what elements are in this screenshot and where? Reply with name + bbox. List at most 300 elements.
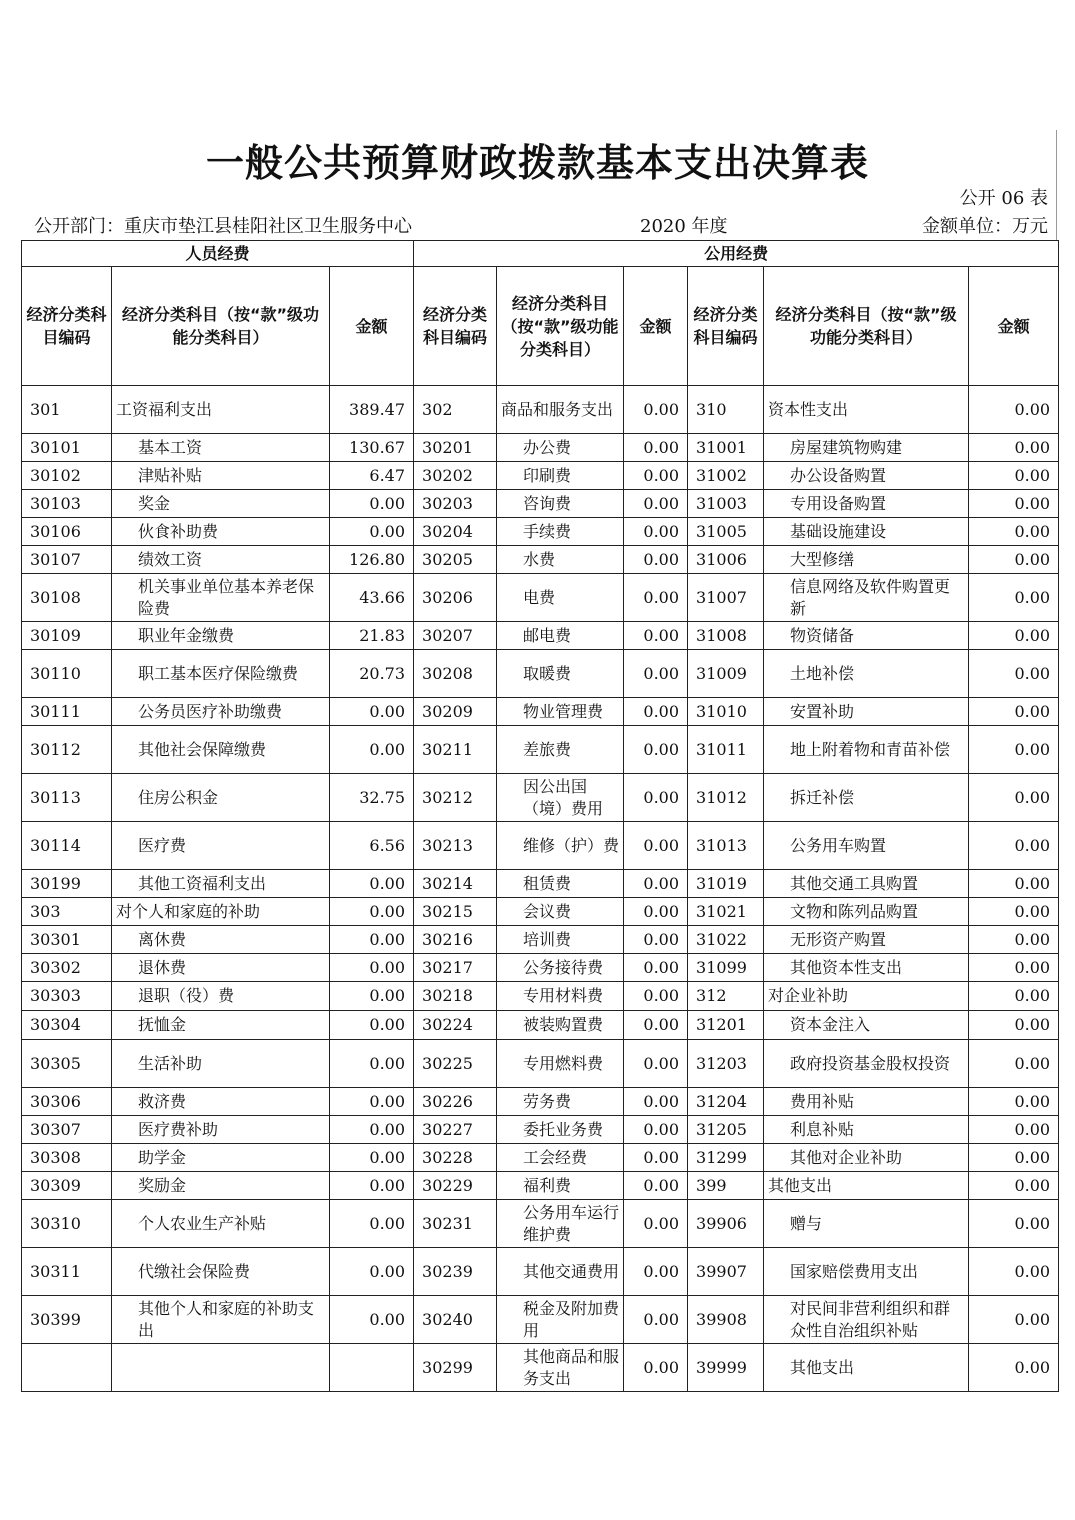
cell-amount: 0.00 [624,574,688,622]
cell-code: 31005 [688,518,764,546]
header-name: 经济分类科目（按“款”级功能分类科目） [764,267,969,386]
cell-name: 差旅费 [497,726,624,774]
cell-name: 劳务费 [497,1088,624,1116]
cell-code: 30228 [414,1144,497,1172]
cell-name: 离休费 [112,926,330,954]
cell-name: 政府投资基金股权投资 [764,1040,969,1088]
header-amount: 金额 [624,267,688,386]
cell-amount: 0.00 [624,1040,688,1088]
cell-name: 费用补贴 [764,1088,969,1116]
cell-code: 30204 [414,518,497,546]
cell-code: 30240 [414,1296,497,1344]
cell-name: 代缴社会保险费 [112,1248,330,1296]
cell-code: 30311 [22,1248,112,1296]
cell-code: 30110 [22,650,112,698]
table-row [22,650,1059,698]
cell-name: 工会经费 [497,1144,624,1172]
cell-code: 303 [22,898,112,926]
cell-code: 30227 [414,1116,497,1144]
cell-name: 公务用车运行维护费 [497,1200,624,1248]
cell-code: 30208 [414,650,497,698]
cell-name: 委托业务费 [497,1116,624,1144]
cell-name: 生活补助 [112,1040,330,1088]
cell-name: 物业管理费 [497,698,624,726]
cell-amount: 0.00 [624,1088,688,1116]
cell-name: 大型修缮 [764,546,969,574]
table-row [22,698,1059,726]
cell-code: 30303 [22,982,112,1011]
cell-code: 30107 [22,546,112,574]
cell-code: 30216 [414,926,497,954]
cell-name: 对个人和家庭的补助 [112,898,330,926]
cell-amount: 0.00 [624,1011,688,1040]
cell-amount: 0.00 [624,1344,688,1392]
cell-amount: 0.00 [969,954,1059,982]
cell-name: 办公费 [497,434,624,462]
cell-name: 地上附着物和青苗补偿 [764,726,969,774]
cell-amount: 0.00 [624,726,688,774]
cell-amount: 0.00 [969,1248,1059,1296]
cell-name: 退职（役）费 [112,982,330,1011]
cell-amount: 0.00 [969,462,1059,490]
cell-amount: 0.00 [330,870,414,898]
table-number: 公开 06 表 [959,188,1048,209]
cell-name: 助学金 [112,1144,330,1172]
header-amount: 金额 [969,267,1059,386]
cell-amount: 0.00 [969,490,1059,518]
cell-code: 30111 [22,698,112,726]
table-row [22,1248,1059,1296]
expenditure-table [21,240,1059,1392]
cell-amount [330,1344,414,1392]
cell-name: 其他商品和服务支出 [497,1344,624,1392]
cell-code: 30226 [414,1088,497,1116]
cell-code: 30211 [414,726,497,774]
cell-code: 31006 [688,546,764,574]
cell-code: 30205 [414,546,497,574]
cell-amount: 0.00 [624,462,688,490]
page-title: 一般公共预算财政拨款基本支出决算表 [205,141,869,185]
cell-code: 30108 [22,574,112,622]
department-label: 公开部门：重庆市垫江县桂阳社区卫生服务中心 [34,216,412,237]
cell-amount: 0.00 [330,926,414,954]
cell-name: 对民间非营利组织和群众性自治组织补贴 [764,1296,969,1344]
table-row [22,954,1059,982]
cell-code: 30305 [22,1040,112,1088]
cell-name: 赠与 [764,1200,969,1248]
cell-name: 基本工资 [112,434,330,462]
cell-code [22,1344,112,1392]
cell-code: 30106 [22,518,112,546]
cell-amount: 0.00 [330,1200,414,1248]
table-row [22,926,1059,954]
header-code: 经济分类科目编码 [22,267,112,386]
unit-label: 金额单位：万元 [922,216,1048,237]
cell-amount: 21.83 [330,622,414,650]
cell-amount: 0.00 [624,822,688,870]
cell-amount: 0.00 [969,870,1059,898]
cell-name: 印刷费 [497,462,624,490]
header-name: 经济分类科目（按“款”级功能分类科目） [112,267,330,386]
cell-name: 机关事业单位基本养老保险费 [112,574,330,622]
column-header-row [22,267,1059,386]
table-row [22,774,1059,822]
cell-name: 信息网络及软件购置更新 [764,574,969,622]
cell-name: 无形资产购置 [764,926,969,954]
cell-code: 30301 [22,926,112,954]
cell-amount: 0.00 [330,1172,414,1200]
cell-code: 31019 [688,870,764,898]
header-amount: 金额 [330,267,414,386]
cell-amount: 0.00 [330,954,414,982]
cell-amount: 0.00 [624,1296,688,1344]
cell-name: 商品和服务支出 [497,386,624,434]
cell-amount: 0.00 [969,434,1059,462]
cell-amount: 0.00 [624,386,688,434]
cell-code: 31007 [688,574,764,622]
cell-code: 31299 [688,1144,764,1172]
cell-code: 301 [22,386,112,434]
cell-name: 专用设备购置 [764,490,969,518]
cell-code: 399 [688,1172,764,1200]
table-row [22,870,1059,898]
cell-code: 30309 [22,1172,112,1200]
cell-amount: 0.00 [624,518,688,546]
cell-amount: 20.73 [330,650,414,698]
cell-name: 工资福利支出 [112,386,330,434]
cell-amount: 130.67 [330,434,414,462]
cell-name: 邮电费 [497,622,624,650]
cell-name: 个人农业生产补贴 [112,1200,330,1248]
cell-amount: 0.00 [330,698,414,726]
table-row [22,1344,1059,1392]
cell-amount: 0.00 [969,546,1059,574]
cell-code: 30224 [414,1011,497,1040]
cell-code: 31201 [688,1011,764,1040]
cell-name: 办公设备购置 [764,462,969,490]
cell-name: 房屋建筑物购建 [764,434,969,462]
table-row [22,386,1059,434]
cell-amount: 0.00 [330,726,414,774]
cell-name [112,1344,330,1392]
table-row [22,518,1059,546]
cell-name: 其他交通工具购置 [764,870,969,898]
cell-name: 取暖费 [497,650,624,698]
cell-code: 30112 [22,726,112,774]
cell-amount: 0.00 [330,1144,414,1172]
cell-code: 31003 [688,490,764,518]
cell-name: 利息补贴 [764,1116,969,1144]
cell-name: 其他工资福利支出 [112,870,330,898]
cell-code: 30207 [414,622,497,650]
cell-amount: 0.00 [624,434,688,462]
cell-code: 30206 [414,574,497,622]
cell-code: 31203 [688,1040,764,1088]
table-row [22,1040,1059,1088]
cell-name: 其他支出 [764,1344,969,1392]
cell-name: 职业年金缴费 [112,622,330,650]
table-row [22,434,1059,462]
cell-name: 奖金 [112,490,330,518]
table-row [22,726,1059,774]
cell-name: 专用燃料费 [497,1040,624,1088]
cell-name: 住房公积金 [112,774,330,822]
cell-name: 公务用车购置 [764,822,969,870]
table-row [22,1116,1059,1144]
cell-amount: 6.47 [330,462,414,490]
cell-code: 30199 [22,870,112,898]
cell-name: 会议费 [497,898,624,926]
cell-amount: 0.00 [969,518,1059,546]
cell-code: 39906 [688,1200,764,1248]
cell-name: 水费 [497,546,624,574]
cell-code: 39907 [688,1248,764,1296]
cell-amount: 0.00 [624,650,688,698]
cell-code: 30212 [414,774,497,822]
cell-code: 30109 [22,622,112,650]
cell-name: 公务员医疗补助缴费 [112,698,330,726]
cell-amount: 0.00 [969,774,1059,822]
cell-name: 奖励金 [112,1172,330,1200]
cell-code: 31012 [688,774,764,822]
cell-amount: 0.00 [330,1296,414,1344]
cell-code: 30304 [22,1011,112,1040]
cell-amount: 0.00 [624,898,688,926]
cell-amount: 0.00 [624,926,688,954]
cell-amount: 0.00 [969,898,1059,926]
cell-code: 31010 [688,698,764,726]
cell-amount: 0.00 [330,1011,414,1040]
group-personnel: 人员经费 [22,241,414,267]
cell-amount: 0.00 [969,1344,1059,1392]
cell-name: 文物和陈列品购置 [764,898,969,926]
cell-name: 资本性支出 [764,386,969,434]
cell-name: 绩效工资 [112,546,330,574]
cell-name: 职工基本医疗保险缴费 [112,650,330,698]
header-name: 经济分类科目（按“款”级功能分类科目） [497,267,624,386]
cell-name: 其他社会保障缴费 [112,726,330,774]
cell-amount: 0.00 [969,982,1059,1011]
cell-code: 30103 [22,490,112,518]
cell-name: 因公出国（境）费用 [497,774,624,822]
table-row [22,574,1059,622]
cell-amount: 0.00 [624,622,688,650]
header-code: 经济分类科目编码 [414,267,497,386]
cell-name: 医疗费补助 [112,1116,330,1144]
cell-amount: 6.56 [330,822,414,870]
cell-code: 30229 [414,1172,497,1200]
table-row [22,1296,1059,1344]
cell-code: 30202 [414,462,497,490]
cell-name: 基础设施建设 [764,518,969,546]
cell-name: 税金及附加费用 [497,1296,624,1344]
cell-amount: 0.00 [624,954,688,982]
cell-amount: 0.00 [969,926,1059,954]
cell-code: 31099 [688,954,764,982]
cell-amount: 43.66 [330,574,414,622]
cell-amount: 0.00 [624,490,688,518]
cell-name: 津贴补贴 [112,462,330,490]
cell-amount: 0.00 [969,650,1059,698]
cell-code: 30299 [414,1344,497,1392]
cell-amount: 0.00 [624,774,688,822]
cell-code: 30209 [414,698,497,726]
cell-amount: 32.75 [330,774,414,822]
cell-name: 退休费 [112,954,330,982]
table-row [22,1088,1059,1116]
cell-amount: 0.00 [969,1172,1059,1200]
cell-amount: 126.80 [330,546,414,574]
group-header-row [22,241,1059,267]
cell-name: 安置补助 [764,698,969,726]
cell-code: 30306 [22,1088,112,1116]
cell-code: 30399 [22,1296,112,1344]
cell-code: 31013 [688,822,764,870]
table-row [22,1144,1059,1172]
cell-amount: 0.00 [624,870,688,898]
cell-amount: 0.00 [330,518,414,546]
cell-code: 30201 [414,434,497,462]
cell-code: 30215 [414,898,497,926]
cell-amount: 0.00 [624,1200,688,1248]
cell-amount: 0.00 [330,1116,414,1144]
cell-amount: 0.00 [969,622,1059,650]
table-row [22,622,1059,650]
cell-code: 30213 [414,822,497,870]
cell-name: 培训费 [497,926,624,954]
cell-name: 伙食补助费 [112,518,330,546]
cell-code: 30214 [414,870,497,898]
year-label: 2020 年度 [640,216,728,237]
cell-name: 租赁费 [497,870,624,898]
cell-name: 手续费 [497,518,624,546]
cell-code: 31021 [688,898,764,926]
table-row [22,822,1059,870]
cell-code: 310 [688,386,764,434]
cell-code: 30231 [414,1200,497,1248]
cell-code: 31022 [688,926,764,954]
cell-code: 31008 [688,622,764,650]
cell-code: 31011 [688,726,764,774]
cell-name: 其他支出 [764,1172,969,1200]
cell-code: 30239 [414,1248,497,1296]
cell-code: 30308 [22,1144,112,1172]
cell-amount: 0.00 [624,698,688,726]
cell-amount: 0.00 [624,982,688,1011]
cell-code: 30310 [22,1200,112,1248]
cell-amount: 389.47 [330,386,414,434]
cell-name: 其他资本性支出 [764,954,969,982]
cell-amount: 0.00 [624,1172,688,1200]
cell-code: 30217 [414,954,497,982]
cell-code: 31001 [688,434,764,462]
cell-amount: 0.00 [969,1144,1059,1172]
cell-code: 30225 [414,1040,497,1088]
cell-code: 39999 [688,1344,764,1392]
cell-amount: 0.00 [330,490,414,518]
cell-amount: 0.00 [330,1248,414,1296]
cell-amount: 0.00 [624,546,688,574]
cell-amount: 0.00 [330,982,414,1011]
header-code: 经济分类科目编码 [688,267,764,386]
cell-name: 公务接待费 [497,954,624,982]
cell-code: 30102 [22,462,112,490]
table-body [22,386,1059,1392]
cell-name: 其他对企业补助 [764,1144,969,1172]
cell-code: 302 [414,386,497,434]
cell-name: 医疗费 [112,822,330,870]
cell-code: 30114 [22,822,112,870]
table-row [22,1011,1059,1040]
cell-amount: 0.00 [969,1088,1059,1116]
cell-name: 救济费 [112,1088,330,1116]
table-row [22,546,1059,574]
cell-amount: 0.00 [624,1144,688,1172]
cell-name: 资本金注入 [764,1011,969,1040]
cell-name: 维修（护）费 [497,822,624,870]
table-row [22,490,1059,518]
cell-name: 物资储备 [764,622,969,650]
cell-code: 30302 [22,954,112,982]
cell-code: 30101 [22,434,112,462]
cell-name: 拆迁补偿 [764,774,969,822]
cell-amount: 0.00 [969,726,1059,774]
cell-code: 39908 [688,1296,764,1344]
cell-code: 31204 [688,1088,764,1116]
cell-name: 电费 [497,574,624,622]
cell-code: 30203 [414,490,497,518]
cell-name: 专用材料费 [497,982,624,1011]
table-row [22,982,1059,1011]
cell-code: 31009 [688,650,764,698]
table-row [22,1172,1059,1200]
group-public: 公用经费 [414,241,1059,267]
cell-amount: 0.00 [969,1116,1059,1144]
cell-code: 30218 [414,982,497,1011]
cell-name: 其他交通费用 [497,1248,624,1296]
cell-amount: 0.00 [330,1040,414,1088]
cell-amount: 0.00 [330,1088,414,1116]
cell-name: 土地补偿 [764,650,969,698]
cell-name: 国家赔偿费用支出 [764,1248,969,1296]
cell-amount: 0.00 [969,1296,1059,1344]
cell-code: 30307 [22,1116,112,1144]
cell-name: 福利费 [497,1172,624,1200]
table-row [22,898,1059,926]
cell-amount: 0.00 [969,698,1059,726]
cell-code: 30113 [22,774,112,822]
cell-amount: 0.00 [624,1248,688,1296]
table-row [22,1200,1059,1248]
cell-amount: 0.00 [969,1040,1059,1088]
cell-amount: 0.00 [969,1011,1059,1040]
cell-amount: 0.00 [969,574,1059,622]
cell-amount: 0.00 [624,1116,688,1144]
table-row [22,462,1059,490]
cell-code: 31205 [688,1116,764,1144]
cell-name: 其他个人和家庭的补助支出 [112,1296,330,1344]
cell-name: 被装购置费 [497,1011,624,1040]
cell-amount: 0.00 [969,1200,1059,1248]
cell-code: 312 [688,982,764,1011]
cell-name: 对企业补助 [764,982,969,1011]
cell-amount: 0.00 [969,386,1059,434]
cell-name: 抚恤金 [112,1011,330,1040]
cell-amount: 0.00 [330,898,414,926]
cell-code: 31002 [688,462,764,490]
cell-amount: 0.00 [969,822,1059,870]
cell-name: 咨询费 [497,490,624,518]
